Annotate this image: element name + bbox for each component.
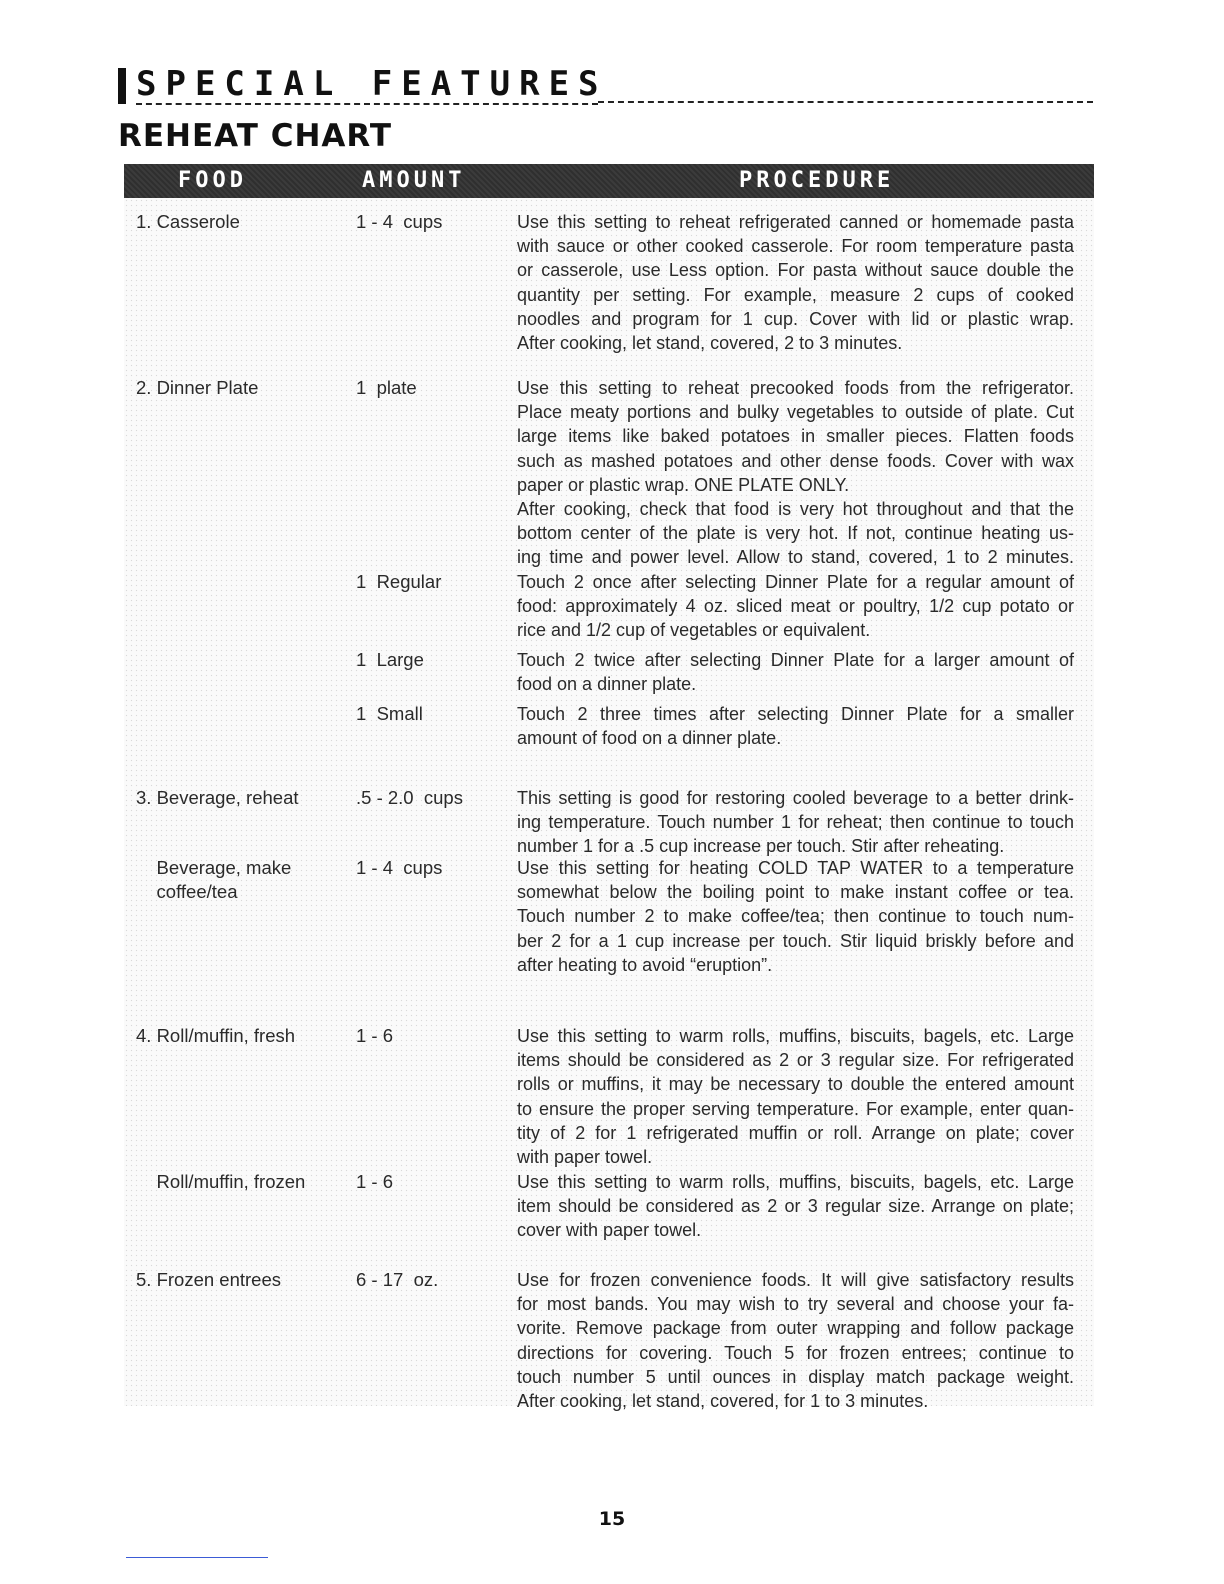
amount-cell: .5 - 2.0 cups — [356, 787, 463, 808]
procedure-cell — [517, 570, 1074, 643]
procedure-line: item should be considered as 2 or 3 regular size. Arrange on plate; — [517, 1196, 1074, 1217]
procedure-line: Use for frozen convenience foods. It will give satisfactory results — [517, 1270, 1074, 1290]
food-cell — [136, 1024, 351, 1048]
amount-cell: 1 Regular — [356, 571, 442, 592]
food-cell — [136, 786, 351, 810]
procedure-cell — [517, 210, 1074, 355]
procedure-line: rice and 1/2 cup of vegetables or equivalent. — [517, 620, 871, 641]
procedure-line: amount of food on a dinner plate. — [517, 728, 782, 749]
procedure-line: vorite. Remove package from outer wrapping and follow package — [517, 1318, 1074, 1339]
page-number: 15 — [598, 1508, 626, 1530]
food-label: coffee/tea — [136, 881, 238, 902]
procedure-line: large items like baked potatoes in smaller pieces. Flatten foods — [517, 426, 1074, 447]
procedure-line: Touch number 2 to make coffee/tea; then continue to touch num- — [517, 906, 1074, 927]
column-header-procedure: PROCEDURE — [739, 168, 895, 193]
chart-title: REHEAT CHART — [118, 118, 393, 154]
procedure-cell — [517, 1024, 1074, 1169]
column-header-food: FOOD — [178, 168, 247, 193]
procedure-cell — [517, 702, 1074, 750]
food-label: 3. Beverage, reheat — [136, 787, 299, 808]
procedure-cell — [517, 1268, 1074, 1413]
food-label: 2. Dinner Plate — [136, 377, 259, 398]
section-dashed-rule — [598, 101, 1093, 103]
food-label: Beverage, make — [136, 857, 292, 878]
procedure-line: Touch 2 once after selecting Dinner Plate for a regular amount of — [517, 572, 1074, 592]
procedure-line: number 1 for a .5 cup increase per touch. Stir after reheating. — [517, 836, 1005, 857]
procedure-line: tity of 2 for 1 refrigerated muffin or roll. Arrange on plate; cover — [517, 1122, 1074, 1143]
procedure-line: Place meaty portions and bulky vegetables to outside of plate. Cut — [517, 402, 1074, 423]
procedure-cell — [517, 856, 1074, 977]
procedure-line: This setting is good for restoring cooled beverage to a better drink- — [517, 788, 1074, 808]
procedure-line: Touch 2 twice after selecting Dinner Plate for a larger amount of — [517, 650, 1074, 670]
procedure-line: quantity per setting. For example, measure 2 cups of cooked — [517, 284, 1074, 305]
procedure-line: to ensure the proper serving temperature. For example, enter quan- — [517, 1098, 1074, 1119]
procedure-line: cover with paper towel. — [517, 1220, 702, 1241]
food-cell — [136, 1268, 351, 1292]
procedure-line: touch number 5 until ounces in display match package weight. — [517, 1366, 1074, 1387]
reheat-table — [124, 198, 1094, 1412]
procedure-line: directions for covering. Touch 5 for frozen entrees; continue to — [517, 1342, 1074, 1363]
procedure-line: rolls or muffins, it may be necessary to double the entered amount — [517, 1074, 1074, 1095]
food-label: 1. Casserole — [136, 211, 240, 232]
procedure-line: somewhat below the boiling point to make instant coffee or tea. — [517, 882, 1074, 903]
amount-cell: 1 plate — [356, 377, 417, 398]
procedure-line: noodles and program for 1 cup. Cover with lid or plastic wrap. — [517, 308, 1074, 329]
procedure-cell — [517, 1170, 1074, 1243]
procedure-line: or casserole, use Less option. For pasta without sauce double the — [517, 260, 1074, 281]
procedure-line: After cooking, let stand, covered, 2 to 3 minutes. — [517, 333, 903, 354]
amount-cell: 1 - 4 cups — [356, 211, 443, 232]
food-cell — [136, 210, 351, 234]
amount-cell: 1 Large — [356, 649, 424, 670]
procedure-line: paper or plastic wrap. ONE PLATE ONLY. — [517, 474, 850, 495]
food-cell — [136, 376, 351, 400]
amount-cell: 1 - 6 — [356, 1171, 394, 1192]
amount-cell: 6 - 17 oz. — [356, 1269, 439, 1290]
procedure-line: Use this setting for heating COLD TAP WATER to a temperature — [517, 858, 1074, 878]
procedure-line: items should be considered as 2 or 3 regular size. For refrigerated — [517, 1050, 1074, 1071]
procedure-line: ber 2 for a 1 cup increase per touch. Stir liquid briskly before and — [517, 930, 1074, 951]
procedure-cell — [517, 648, 1074, 696]
section-title: SPECIAL FEATURES — [136, 64, 608, 104]
procedure-line: Use this setting to reheat precooked foods from the refrigerator. — [517, 378, 1074, 398]
table-header — [124, 164, 1094, 198]
amount-cell: 1 Small — [356, 703, 423, 724]
procedure-line: Touch 2 three times after selecting Dinner Plate for a smaller — [517, 704, 1074, 724]
procedure-line: After cooking, let stand, covered, for 1 to 3 minutes. — [517, 1391, 929, 1412]
procedure-line: After cooking, check that food is very hot throughout and that the — [517, 499, 1074, 520]
procedure-cell — [517, 786, 1074, 859]
footnote-rule — [126, 1557, 268, 1558]
procedure-line: Use this setting to warm rolls, muffins, biscuits, bagels, etc. Large — [517, 1172, 1074, 1192]
procedure-line: such as mashed potatoes and other dense foods. Cover with wax — [517, 450, 1074, 471]
food-cell — [136, 856, 351, 904]
food-cell — [136, 1170, 351, 1194]
procedure-line: with paper towel. — [517, 1147, 653, 1168]
procedure-line: Use this setting to reheat refrigerated canned or homemade pasta — [517, 212, 1074, 232]
section-header — [118, 62, 1093, 106]
amount-cell: 1 - 4 cups — [356, 857, 443, 878]
section-title-underline — [136, 103, 598, 105]
procedure-line: food: approximately 4 oz. sliced meat or poultry, 1/2 cup potato or — [517, 596, 1074, 617]
procedure-line: ing time and power level. Allow to stand, covered, 1 to 2 minutes. — [517, 547, 1074, 568]
procedure-line: ing temperature. Touch number 1 for reheat; then continue to touch — [517, 812, 1074, 833]
procedure-cell — [517, 376, 1074, 570]
procedure-line: for most bands. You may wish to try several and choose your fa- — [517, 1294, 1074, 1315]
procedure-line: after heating to avoid “eruption”. — [517, 954, 773, 975]
food-label: 5. Frozen entrees — [136, 1269, 281, 1290]
amount-cell: 1 - 6 — [356, 1025, 394, 1046]
food-label: Roll/muffin, frozen — [136, 1171, 306, 1192]
procedure-line: Use this setting to warm rolls, muffins, biscuits, bagels, etc. Large — [517, 1026, 1074, 1046]
procedure-line: food on a dinner plate. — [517, 674, 697, 695]
procedure-line: bottom center of the plate is very hot. If not, continue heating us- — [517, 523, 1074, 544]
column-header-amount: AMOUNT — [362, 168, 466, 193]
section-marker-bar — [118, 68, 126, 104]
food-label: 4. Roll/muffin, fresh — [136, 1025, 296, 1046]
procedure-line: with sauce or other cooked casserole. For room temperature pasta — [517, 236, 1074, 257]
